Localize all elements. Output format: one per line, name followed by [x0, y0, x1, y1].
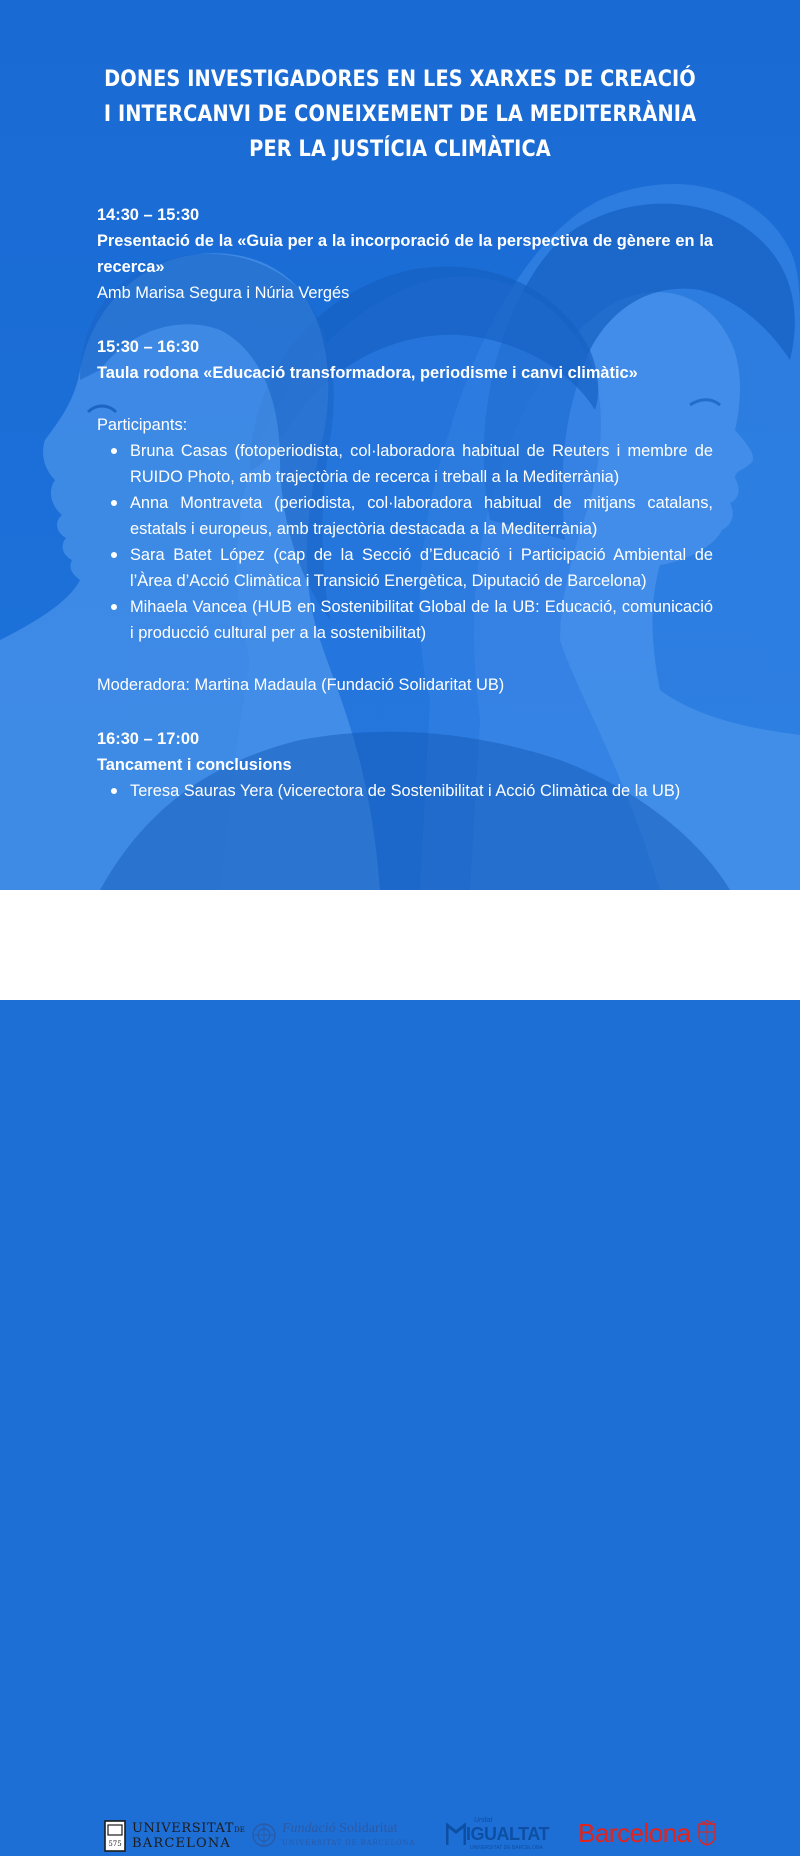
session-3-title: Tancament i conclusions — [97, 756, 292, 774]
moderator: Moderadora: Martina Madaula (Fundació Solidaritat UB) — [97, 676, 505, 694]
svg-text:575: 575 — [108, 1840, 122, 1848]
closing-list — [97, 778, 713, 804]
ub-de: DE — [234, 1826, 245, 1834]
title-line-1: DONES INVESTIGADORES EN LES XARXES DE CREACIÓ — [104, 66, 696, 92]
list-item: Anna Montraveta (periodista, col·laboradora habitual de mitjans catalans, estatals i europeus, amb trajectòria destacada a la Mediterrània) — [97, 490, 713, 542]
ub-line-1: UNIVERSITAT — [132, 1821, 235, 1836]
participants-label: Participants: — [97, 416, 188, 434]
fs-fundacio: Fundació — [282, 1821, 336, 1836]
list-item: Teresa Sauras Yera (vicerectora de Sostenibilitat i Acció Climàtica de la UB) — [97, 778, 713, 804]
title-line-2: I INTERCANVI DE CONEIXEMENT DE LA MEDITERRÀNIA — [103, 101, 697, 127]
igualtat-bottom: UNIVERSITAT DE BARCELONA — [470, 1845, 543, 1851]
fs-solidaritat: Solidaritat — [339, 1821, 398, 1836]
session-1-title: Presentació de la «Guia per a la incorporació de la perspectiva de gènere en la recerca» — [97, 232, 713, 276]
list-item: Sara Batet López (cap de la Secció d’Educació i Participació Ambiental de l’Àrea d’Acció Climàtica i Transició Energètica, Diputació de Barcelona) — [97, 542, 713, 594]
igualtat-top: Unitat — [474, 1817, 493, 1824]
session-1 — [97, 202, 713, 306]
participants-list — [97, 438, 713, 646]
session-1-speakers: Amb Marisa Segura i Núria Vergés — [97, 284, 350, 302]
poster-content — [0, 0, 800, 890]
list-item: Mihaela Vancea (HUB en Sostenibilitat Global de la UB: Educació, comunicació i producció cultural per a la sostenibilitat) — [97, 594, 713, 646]
ub-shield-icon — [104, 1820, 126, 1852]
session-2 — [97, 334, 713, 698]
ub-logo — [104, 1816, 245, 1856]
ub-line-2: BARCELONA — [132, 1836, 232, 1851]
page-title — [90, 62, 709, 167]
fs-emblem-icon — [252, 1820, 276, 1850]
barcelona-word: Barcelona — [578, 1818, 691, 1848]
barcelona-logo — [578, 1816, 718, 1856]
fundacio-solidaritat-logo — [252, 1816, 422, 1856]
unitat-igualtat-logo — [446, 1816, 549, 1856]
program — [97, 202, 713, 804]
igualtat-word: IGUALTAT — [466, 1824, 549, 1844]
igualtat-emblem-icon — [446, 1822, 466, 1846]
logo-footer — [0, 890, 800, 1851]
session-2-title: Taula rodona «Educació transformadora, periodisme i canvi climàtic» — [97, 364, 638, 382]
title-line-3: PER LA JUSTÍCIA CLIMÀTICA — [249, 136, 551, 162]
session-3-time: 16:30 – 17:00 — [97, 730, 200, 748]
barcelona-shield-icon — [698, 1820, 716, 1846]
list-item: Bruna Casas (fotoperiodista, col·laboradora habitual de Reuters i membre de RUIDO Photo, amb trajectòria de recerca i treball a la Mediterrània) — [97, 438, 713, 490]
session-3 — [97, 726, 713, 804]
session-2-time: 15:30 – 16:30 — [97, 338, 200, 356]
fs-line-2: UNIVERSITAT DE BARCELONA — [282, 1839, 416, 1847]
session-1-time: 14:30 – 15:30 — [97, 206, 200, 224]
poster — [0, 0, 800, 890]
